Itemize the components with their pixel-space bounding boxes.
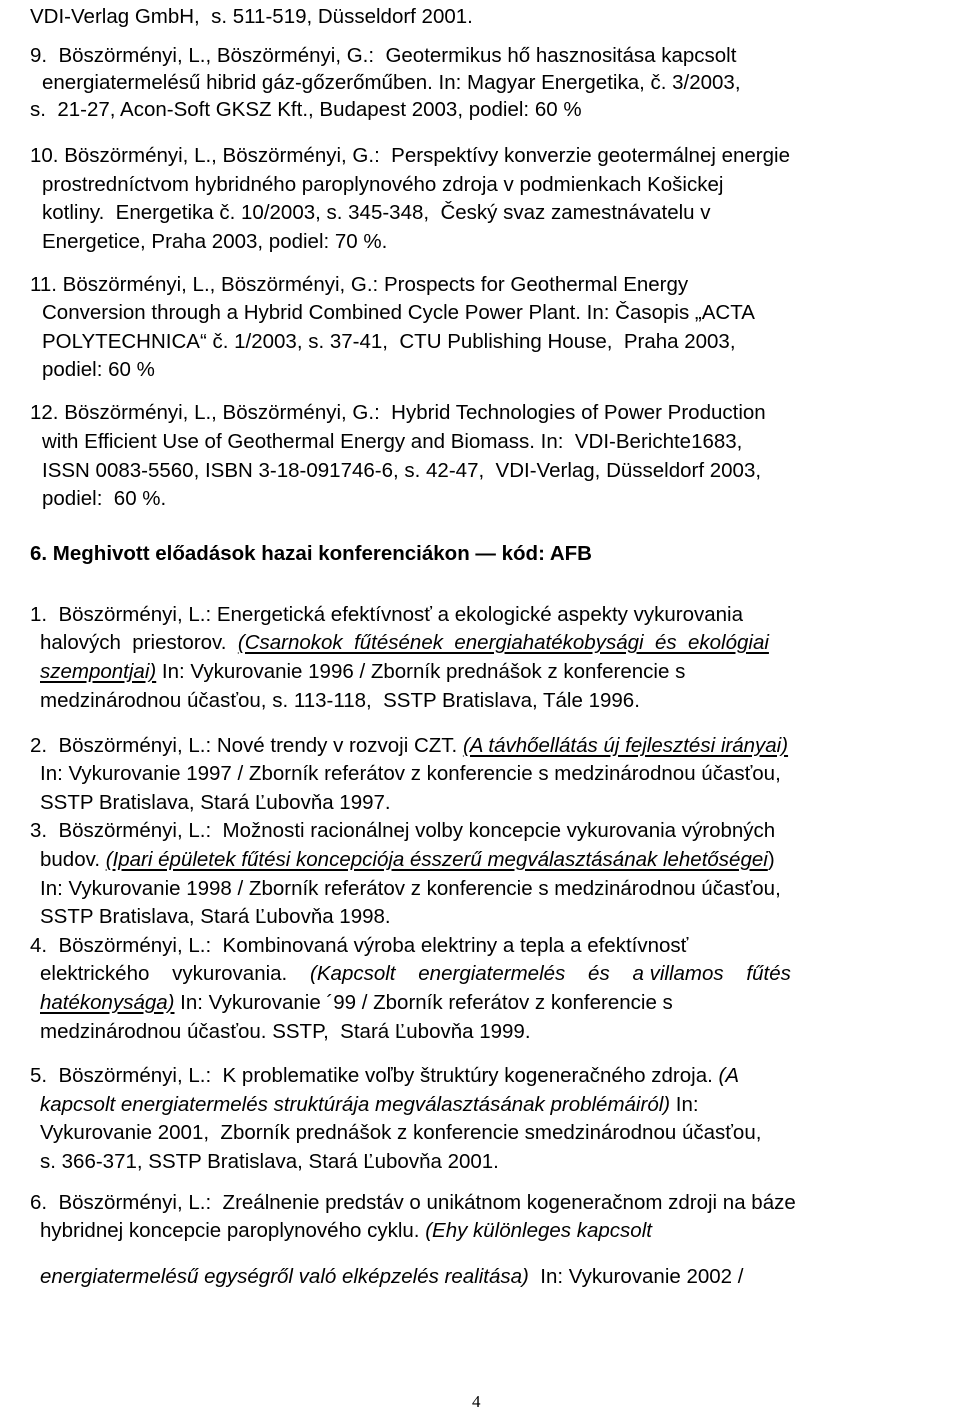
text-run: budov. xyxy=(40,848,106,871)
text-run: POLYTECHNICA“ č. 1/2003, s. 37-41, CTU Publishing House, Praha 2003, xyxy=(42,330,736,353)
text-run: medzinárodnou účasťou, s. 113-118, SSTP Bratislava, Tále 1996. xyxy=(40,689,640,712)
text-run: elektrického vykurovania. xyxy=(40,962,311,985)
text-run: Energetice, Praha 2003, podiel: 70 %. xyxy=(42,230,388,253)
text-run: In: xyxy=(670,1093,699,1116)
text-line xyxy=(42,486,166,512)
text-line xyxy=(40,1092,699,1118)
text-run: s. 366-371, SSTP Bratislava, Stará Ľubovňa 2001. xyxy=(40,1150,499,1173)
text-run: (Csarnokok fűtésének energiahatékobysági és ekológiai xyxy=(237,631,769,654)
text-run: In: Vykurovanie ´99 / Zborník referátov z konferencie s xyxy=(174,991,673,1014)
text-run: Vykurovanie 2001, Zborník prednášok z konferencie smedzinárodnou účasťou, xyxy=(40,1121,762,1144)
text-line xyxy=(40,847,775,873)
text-line xyxy=(30,602,743,628)
text-line xyxy=(40,688,640,714)
text-line xyxy=(40,1120,761,1146)
text-run: 2. Böszörményi, L.: Nové trendy v rozvoji CZT. xyxy=(30,734,463,757)
text-line xyxy=(42,458,761,484)
text-line xyxy=(30,97,582,123)
text-line xyxy=(42,70,741,96)
text-line xyxy=(40,1264,743,1290)
text-line xyxy=(30,818,775,844)
text-run: ) xyxy=(767,848,775,871)
text-run: with Efficient Use of Geothermal Energy and Biomass. In: VDI-Berichte1683, xyxy=(42,430,743,453)
text-run: 5. Böszörményi, L.: K problematike voľby štruktúry kogeneračného zdroja. xyxy=(30,1064,719,1087)
text-line xyxy=(40,630,769,656)
page-number: 4 xyxy=(472,1392,481,1411)
text-run: s. 21-27, Acon-Soft GKSZ Kft., Budapest 2003, podiel: 60 % xyxy=(30,98,582,121)
text-run: medzinárodnou účasťou. SSTP, Stará Ľubovňa 1999. xyxy=(40,1020,531,1043)
text-line xyxy=(40,1019,531,1045)
text-run: VDI-Verlag GmbH, s. 511-519, Düsseldorf 2001. xyxy=(30,5,473,28)
text-run: szempontjai) xyxy=(40,660,157,683)
text-run: (A távhőellátás új fejlesztési irányai) xyxy=(462,734,789,757)
text-line xyxy=(30,143,790,169)
text-line xyxy=(42,429,742,455)
text-run: kotliny. Energetika č. 10/2003, s. 345-348, Český svaz zamestnávatelu v xyxy=(42,201,711,224)
text-line xyxy=(40,961,791,987)
text-run: In: Vykurovanie 2002 / xyxy=(528,1265,744,1288)
text-run: 3. Böszörményi, L.: Možnosti racionálnej volby koncepcie vykurovania výrobných xyxy=(30,819,776,842)
text-run: SSTP Bratislava, Stará Ľubovňa 1997. xyxy=(40,791,391,814)
text-line xyxy=(40,659,685,685)
text-run: kapcsolt energiatermelés struktúrája megválasztásának problémáiról) xyxy=(40,1093,671,1116)
text-run: podiel: 60 % xyxy=(42,358,155,381)
text-line xyxy=(30,400,766,426)
text-run: (Kapcsolt energiatermelés és a villamos fűtés xyxy=(310,962,791,985)
text-line xyxy=(40,1149,499,1175)
text-run: 6. Meghivott előadások hazai konferenciákon ― kód: AFB xyxy=(30,542,592,565)
text-run: In: Vykurovanie 1998 / Zborník referátov z konferencie s medzinárodnou účasťou, xyxy=(40,877,781,900)
text-run: energiatermelésű egységről való elképzelés realitása) xyxy=(40,1265,529,1288)
text-line xyxy=(40,876,781,902)
text-run: hybridnej koncepcie paroplynového cyklu. xyxy=(40,1219,426,1242)
text-run: SSTP Bratislava, Stará Ľubovňa 1998. xyxy=(40,905,391,928)
text-line xyxy=(30,933,688,959)
text-line xyxy=(30,541,592,567)
text-line xyxy=(30,1190,796,1216)
text-run: 1. Böszörményi, L.: Energetická efektívnosť a ekologické aspekty vykurovania xyxy=(30,603,744,626)
text-run: 12. Böszörményi, L., Böszörményi, G.: Hybrid Technologies of Power Production xyxy=(30,401,766,424)
text-run: 11. Böszörményi, L., Böszörményi, G.: Prospects for Geothermal Energy xyxy=(30,273,689,296)
text-line xyxy=(40,904,391,930)
text-line xyxy=(30,1063,739,1089)
text-line xyxy=(30,43,736,69)
text-line xyxy=(30,4,473,30)
text-run: 10. Böszörményi, L., Böszörményi, G.: Perspektívy konverzie geotermálnej energie xyxy=(30,144,790,167)
text-run: (Ehy különleges kapcsolt xyxy=(425,1219,652,1242)
text-run: Conversion through a Hybrid Combined Cycle Power Plant. In: Časopis „ACTA xyxy=(42,301,755,324)
text-run: prostredníctvom hybridného paroplynového zdroja v podmienkach Košickej xyxy=(42,173,724,196)
text-run: 4. Böszörményi, L.: Kombinovaná výroba elektriny a tepla a efektívnosť xyxy=(30,934,689,957)
text-line xyxy=(42,229,387,255)
text-line xyxy=(30,733,788,759)
text-line xyxy=(42,357,155,383)
text-line xyxy=(42,329,736,355)
text-run: hatékonysága) xyxy=(40,991,175,1014)
text-run: 6. Böszörményi, L.: Zreálnenie predstáv o unikátnom kogeneračnom zdroji na báze xyxy=(30,1191,796,1214)
text-run: In: Vykurovanie 1997 / Zborník referátov z konferencie s medzinárodnou účasťou, xyxy=(40,762,781,785)
text-line xyxy=(40,790,391,816)
text-run: energiatermelésű hibrid gáz-gőzerőműben. In: Magyar Energetika, č. 3/2003, xyxy=(42,71,741,94)
text-line xyxy=(42,300,755,326)
text-run: (A xyxy=(718,1064,740,1087)
text-line xyxy=(30,272,688,298)
text-line xyxy=(42,172,723,198)
text-line xyxy=(40,1218,652,1244)
text-run: (Ipari épületek fűtési koncepciója ésszerű megválasztásának lehetőségei xyxy=(105,848,768,871)
text-run: halových priestorov. xyxy=(40,631,238,654)
text-run: ISSN 0083-5560, ISBN 3-18-091746-6, s. 42-47, VDI-Verlag, Düsseldorf 2003, xyxy=(42,459,762,482)
text-run: In: Vykurovanie 1996 / Zborník prednášok z konferencie s xyxy=(156,660,686,683)
text-run: podiel: 60 %. xyxy=(42,487,167,510)
text-line xyxy=(42,200,711,226)
text-run: 9. Böszörményi, L., Böszörményi, G.: Geotermikus hő hasznositása kapcsolt xyxy=(30,44,737,67)
text-line xyxy=(40,761,781,787)
text-line xyxy=(40,990,673,1016)
